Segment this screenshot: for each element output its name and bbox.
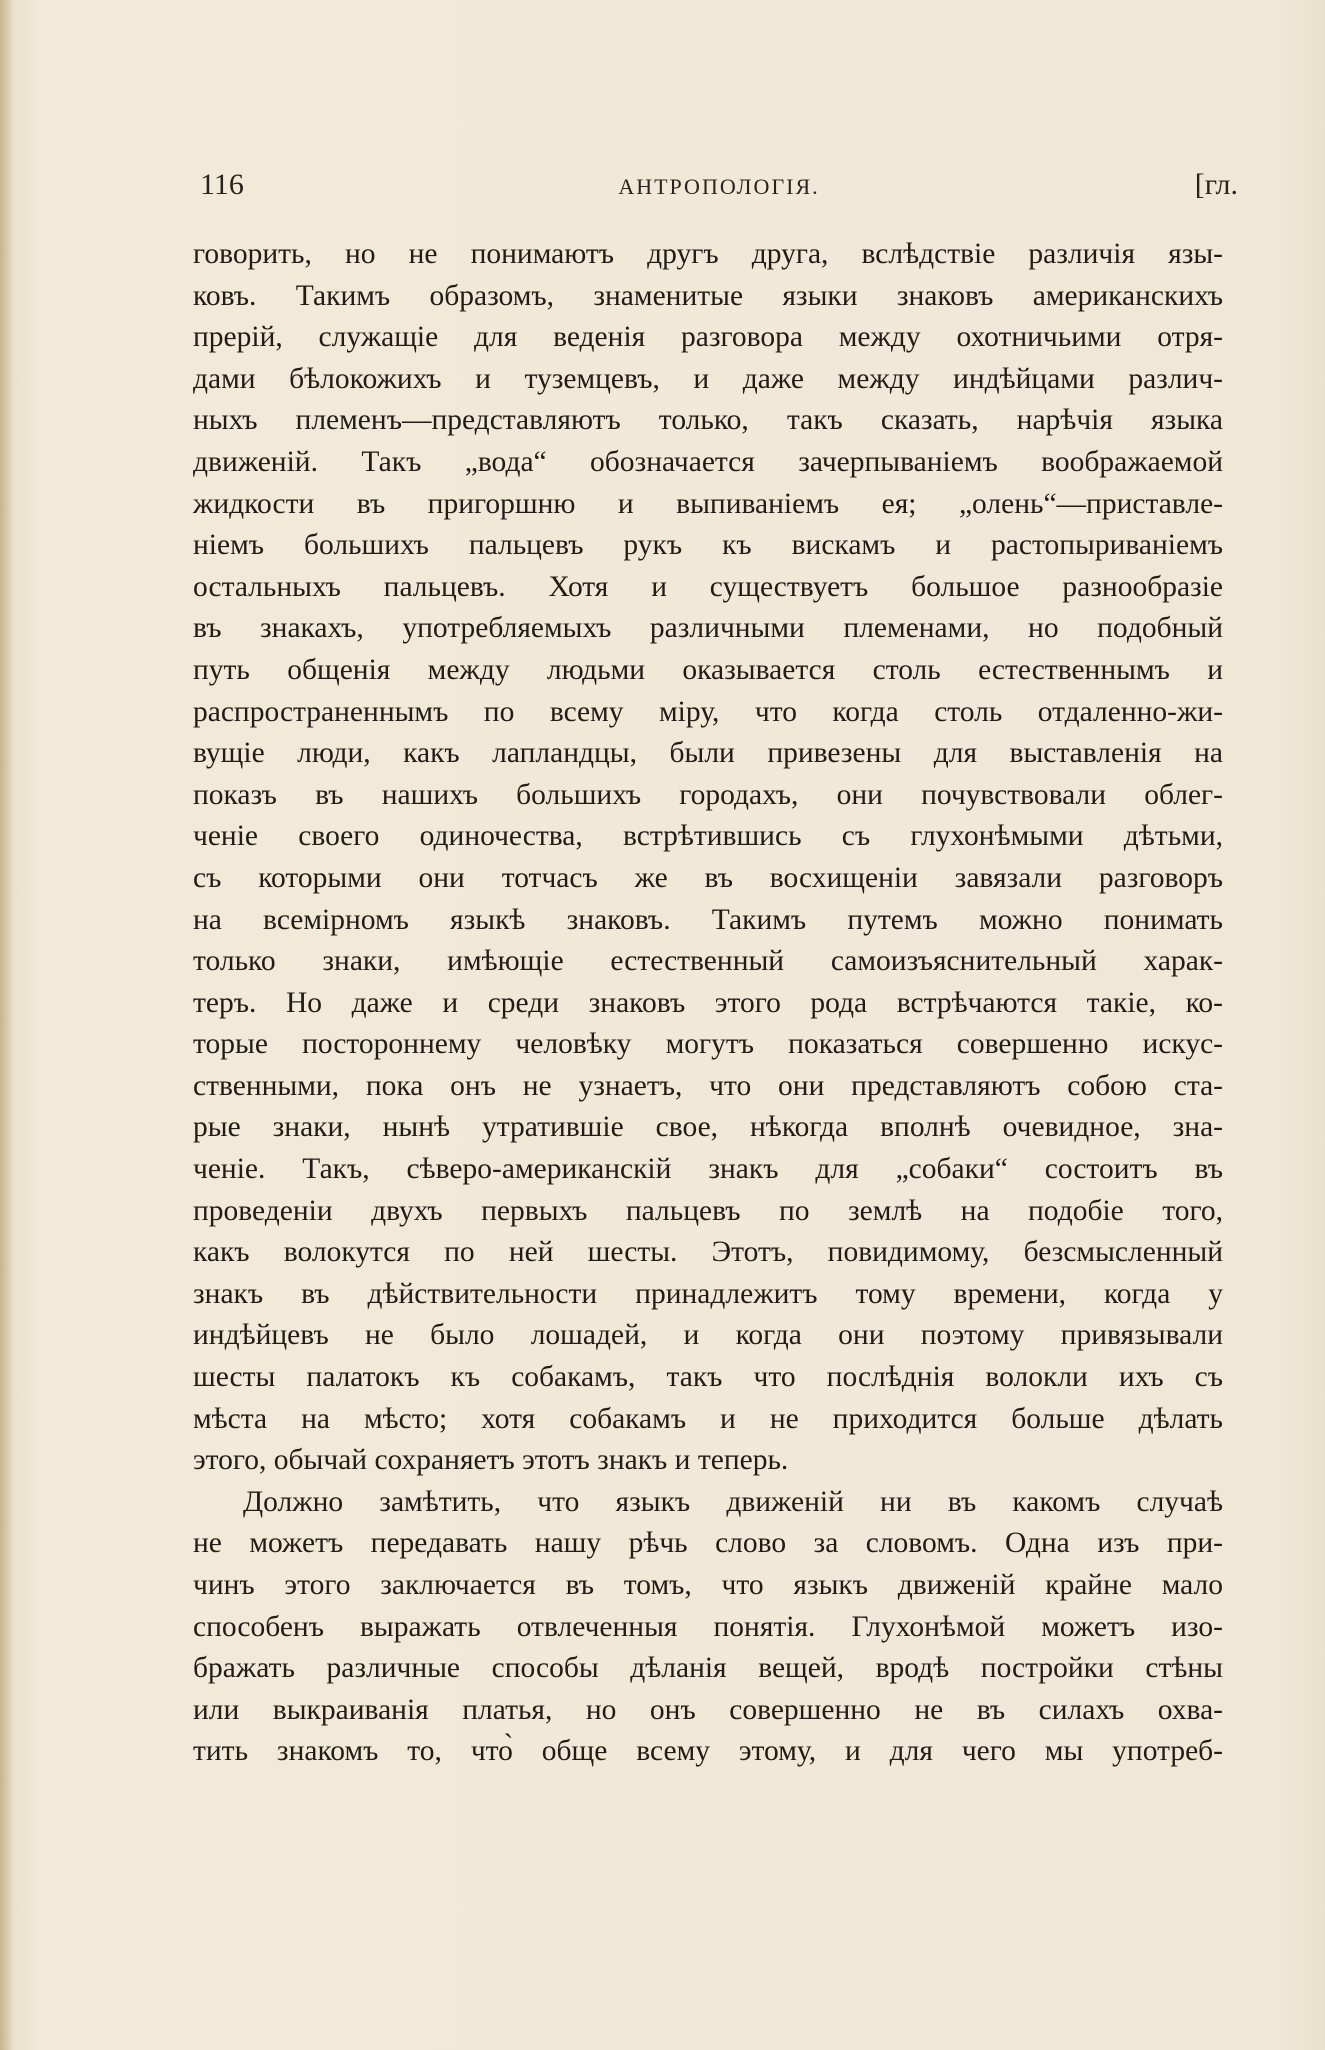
- text-line: ченіе своего одиночества, встрѣтившись съ глухонѣмыми дѣтьми,: [193, 820, 1223, 853]
- page-number: 116: [200, 168, 244, 201]
- text-line: этого, обычай сохраняетъ этотъ знакъ и теперь.: [193, 1444, 789, 1477]
- text-line: тить знакомъ то, что̀ обще всему этому, и для чего мы употреб-: [193, 1735, 1223, 1768]
- text-line: жидкости въ пригоршню и выпиваніемъ ея; „олень“—приставле-: [193, 487, 1223, 520]
- text-line: вущіе люди, какъ лапландцы, были привезены для выставленія на: [193, 737, 1223, 770]
- chapter-mark: [гл.: [1194, 168, 1238, 201]
- body-text: [193, 234, 1223, 1773]
- text-line: проведеніи двухъ первыхъ пальцевъ по землѣ на подобіе того,: [193, 1194, 1223, 1227]
- text-line: бражать различные способы дѣланія вещей, вродѣ постройки стѣны: [193, 1652, 1223, 1685]
- text-line: мѣста на мѣсто; хотя собакамъ и не приходится больше дѣлать: [193, 1402, 1223, 1435]
- text-line: путь общенія между людьми оказывается столь естественнымъ и: [193, 653, 1223, 686]
- text-line: распространеннымъ по всему міру, что когда столь отдаленно-жи-: [193, 695, 1223, 728]
- text-line: только знаки, имѣющіе естественный самоизъяснительный харак-: [193, 945, 1223, 978]
- text-line: ковъ. Такимъ образомъ, знаменитые языки знаковъ американскихъ: [193, 279, 1223, 312]
- text-line: ніемъ большихъ пальцевъ рукъ къ вискамъ и растопыриваніемъ: [193, 529, 1223, 562]
- text-line: ченіе. Такъ, сѣверо-американскій знакъ для „собаки“ состоитъ въ: [193, 1153, 1223, 1186]
- text-line: дами бѣлокожихъ и туземцевъ, и даже между индѣйцами различ-: [193, 362, 1223, 395]
- text-line: не можетъ передавать нашу рѣчь слово за словомъ. Одна изъ при-: [193, 1527, 1223, 1560]
- text-line: или выкраиванія платья, но онъ совершенно не въ силахъ охва-: [193, 1693, 1223, 1726]
- text-line: торые постороннему человѣку могутъ показаться совершенно искус-: [193, 1028, 1223, 1061]
- text-line: индѣйцевъ не было лошадей, и когда они поэтому привязывали: [193, 1319, 1223, 1352]
- text-line: знакъ въ дѣйствительности принадлежитъ тому времени, когда у: [193, 1277, 1223, 1310]
- text-line: говорить, но не понимаютъ другъ друга, вслѣдствіе различія язы-: [193, 238, 1223, 270]
- text-line: на всемірномъ языкѣ знаковъ. Такимъ путемъ можно понимать: [193, 903, 1223, 936]
- text-line: ственными, пока онъ не узнаетъ, что они представляютъ собою ста-: [193, 1069, 1223, 1102]
- running-title: АНТРОПОЛОГІЯ.: [618, 174, 820, 199]
- text-line: съ которыми они тотчасъ же въ восхищеніи завязали разговоръ: [193, 861, 1223, 894]
- text-line: движеній. Такъ „вода“ обозначается зачерпываніемъ воображаемой: [193, 445, 1223, 478]
- text-line: показъ въ нашихъ большихъ городахъ, они почувствовали облег-: [193, 778, 1223, 811]
- page-header: [200, 168, 1238, 208]
- text-line: въ знакахъ, употребляемыхъ различными племенами, но подобный: [193, 612, 1223, 645]
- page-edge-shadow: [0, 0, 14, 2050]
- text-line: прерій, служащіе для веденія разговора между охотничьими отря-: [193, 321, 1223, 354]
- text-line: какъ волокутся по ней шесты. Этотъ, повидимому, безсмысленный: [193, 1236, 1223, 1269]
- text-line: чинъ этого заключается въ томъ, что языкъ движеній крайне мало: [193, 1569, 1223, 1601]
- text-line: остальныхъ пальцевъ. Хотя и существуетъ большое разнообразіе: [193, 570, 1223, 603]
- text-line: теръ. Но даже и среди знаковъ этого рода встрѣчаются такіе, ко-: [193, 986, 1223, 1019]
- text-line: ныхъ племенъ—представляютъ только, такъ сказать, нарѣчія языка: [193, 404, 1223, 437]
- text-line: Должно замѣтить, что языкъ движеній ни въ какомъ случаѣ: [243, 1485, 1223, 1518]
- text-line: шесты палатокъ къ собакамъ, такъ что послѣднія волокли ихъ съ: [193, 1361, 1223, 1394]
- text-line: рые знаки, нынѣ утратившіе свое, нѣкогда вполнѣ очевидное, зна-: [193, 1111, 1223, 1144]
- text-line: способенъ выражать отвлеченныя понятія. Глухонѣмой можетъ изо-: [193, 1610, 1223, 1643]
